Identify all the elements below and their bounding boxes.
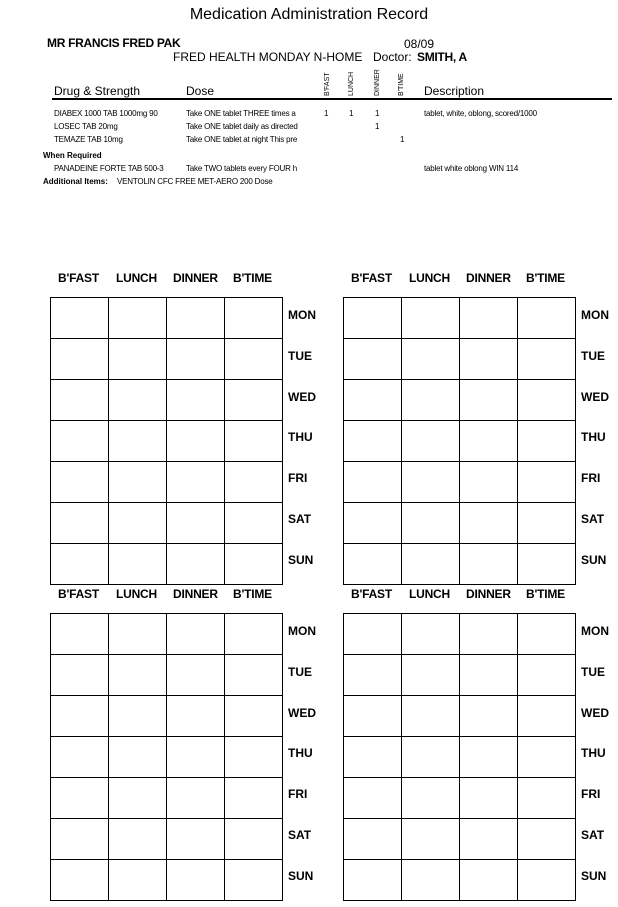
administration-cell[interactable] (51, 421, 109, 462)
administration-cell[interactable] (109, 737, 167, 778)
administration-cell[interactable] (518, 737, 576, 778)
administration-cell[interactable] (167, 614, 225, 655)
grid-row (344, 696, 576, 737)
grid-row (51, 380, 283, 421)
day-label: TUE (581, 664, 605, 679)
administration-cell[interactable] (344, 503, 402, 544)
grid-column-header: B'TIME (233, 271, 272, 285)
med-dose: Take ONE tablet daily as directed (186, 122, 298, 131)
administration-cell[interactable] (167, 860, 225, 901)
administration-cell[interactable] (402, 421, 460, 462)
administration-cell[interactable] (167, 421, 225, 462)
page-title: Medication Administration Record (189, 6, 429, 23)
day-label: FRI (581, 787, 601, 802)
grid-column-header: DINNER (466, 271, 511, 285)
administration-cell[interactable] (344, 778, 402, 819)
administration-cell[interactable] (109, 421, 167, 462)
grid-row (51, 339, 283, 380)
header-btime: B'TIME (398, 73, 405, 96)
grid-row (344, 503, 576, 544)
grid-row (51, 737, 283, 778)
administration-cell[interactable] (518, 339, 576, 380)
administration-cell[interactable] (51, 503, 109, 544)
administration-cell[interactable] (460, 819, 518, 860)
day-label: WED (581, 705, 609, 720)
day-label: THU (581, 430, 606, 445)
administration-cell[interactable] (460, 737, 518, 778)
administration-cell[interactable] (344, 614, 402, 655)
administration-cell[interactable] (344, 696, 402, 737)
administration-cell[interactable] (402, 778, 460, 819)
administration-cell[interactable] (51, 462, 109, 503)
administration-cell[interactable] (225, 860, 283, 901)
grid-column-header: LUNCH (116, 587, 157, 601)
administration-cell[interactable] (460, 655, 518, 696)
patient-name: MR FRANCIS FRED PAK (47, 36, 181, 50)
grid-row (51, 696, 283, 737)
administration-cell[interactable] (402, 339, 460, 380)
administration-cell[interactable] (518, 462, 576, 503)
administration-cell[interactable] (225, 614, 283, 655)
administration-cell[interactable] (344, 655, 402, 696)
med-drug: TEMAZE TAB 10mg (54, 135, 123, 144)
grid-row (344, 462, 576, 503)
administration-cell[interactable] (225, 819, 283, 860)
day-label: THU (581, 746, 606, 761)
administration-cell[interactable] (460, 778, 518, 819)
day-label: FRI (288, 787, 308, 802)
administration-cell[interactable] (167, 298, 225, 339)
administration-cell[interactable] (344, 860, 402, 901)
administration-cell[interactable] (344, 819, 402, 860)
administration-cell[interactable] (344, 462, 402, 503)
grid-row (344, 421, 576, 462)
day-label: MON (581, 624, 609, 638)
day-label: SUN (288, 552, 314, 567)
administration-cell[interactable] (51, 778, 109, 819)
day-label: SUN (288, 868, 314, 883)
administration-cell[interactable] (518, 503, 576, 544)
grid-column-header: B'TIME (526, 271, 565, 285)
administration-cell[interactable] (167, 737, 225, 778)
administration-cell[interactable] (109, 298, 167, 339)
administration-cell[interactable] (460, 503, 518, 544)
administration-cell[interactable] (344, 380, 402, 421)
administration-cell[interactable] (402, 298, 460, 339)
grid-row (344, 380, 576, 421)
administration-cell[interactable] (460, 860, 518, 901)
grid-row (51, 819, 283, 860)
grid-column-header: DINNER (173, 271, 218, 285)
administration-cell[interactable] (167, 544, 225, 585)
grid-row (344, 544, 576, 585)
administration-cell[interactable] (518, 696, 576, 737)
administration-cell[interactable] (51, 737, 109, 778)
grid-column-header: LUNCH (409, 587, 450, 601)
grid-column-header: LUNCH (409, 271, 450, 285)
day-label: SAT (581, 512, 605, 526)
med-dinner: 1 (375, 122, 380, 131)
administration-cell[interactable] (109, 655, 167, 696)
grid-column-header: B'FAST (351, 271, 392, 285)
grid-column-header: B'FAST (58, 587, 99, 601)
prn-drug: PANADEINE FORTE TAB 500-3 (54, 164, 164, 173)
administration-cell[interactable] (402, 655, 460, 696)
grid-row (51, 462, 283, 503)
prn-description: tablet white oblong WIN 114 (424, 164, 519, 173)
administration-cell[interactable] (518, 860, 576, 901)
administration-cell[interactable] (460, 544, 518, 585)
header-lunch: LUNCH (348, 71, 355, 96)
administration-cell[interactable] (460, 696, 518, 737)
administration-cell[interactable] (109, 860, 167, 901)
administration-cell[interactable] (51, 339, 109, 380)
header-divider (52, 98, 612, 100)
med-dinner: 1 (375, 109, 380, 118)
administration-cell[interactable] (167, 503, 225, 544)
med-lunch: 1 (349, 109, 354, 118)
administration-cell[interactable] (109, 544, 167, 585)
med-description: tablet, white, oblong, scored/1000 (424, 109, 537, 118)
administration-cell[interactable] (109, 696, 167, 737)
administration-cell[interactable] (225, 462, 283, 503)
administration-cell[interactable] (344, 737, 402, 778)
administration-cell[interactable] (225, 655, 283, 696)
grid-column-header: DINNER (173, 587, 218, 601)
administration-cell[interactable] (344, 298, 402, 339)
header-drug: Drug & Strength (54, 84, 141, 98)
administration-cell[interactable] (518, 421, 576, 462)
grid-row (51, 860, 283, 901)
administration-cell[interactable] (109, 462, 167, 503)
grid-row (51, 614, 283, 655)
administration-cell[interactable] (402, 737, 460, 778)
administration-cell[interactable] (109, 778, 167, 819)
administration-cell[interactable] (402, 860, 460, 901)
grid-column-header: B'TIME (233, 587, 272, 601)
administration-cell[interactable] (402, 544, 460, 585)
grid-column-header: DINNER (466, 587, 511, 601)
administration-cell[interactable] (460, 380, 518, 421)
administration-cell[interactable] (225, 380, 283, 421)
administration-cell[interactable] (167, 380, 225, 421)
day-label: TUE (581, 348, 605, 363)
administration-cell[interactable] (51, 655, 109, 696)
day-label: FRI (288, 471, 308, 486)
administration-cell[interactable] (167, 778, 225, 819)
additional-items-label: Additional Items: (43, 177, 108, 186)
administration-cell[interactable] (402, 462, 460, 503)
administration-cell[interactable] (51, 298, 109, 339)
day-label: MON (581, 308, 609, 322)
administration-cell[interactable] (518, 298, 576, 339)
day-label: WED (288, 389, 316, 404)
med-drug: DIABEX 1000 TAB 1000mg 90 (54, 109, 158, 118)
grid-row (344, 614, 576, 655)
administration-cell[interactable] (402, 819, 460, 860)
med-dose: Take ONE tablet at night This pre (186, 135, 298, 144)
administration-cell[interactable] (344, 544, 402, 585)
day-label: MON (288, 308, 316, 322)
administration-grid-bottom-right (343, 613, 576, 901)
administration-cell[interactable] (460, 421, 518, 462)
administration-grid-top-left (50, 297, 283, 585)
administration-cell[interactable] (51, 380, 109, 421)
administration-cell[interactable] (51, 819, 109, 860)
administration-cell[interactable] (225, 339, 283, 380)
day-label: SAT (288, 828, 312, 842)
header-dinner: DINNER (374, 69, 381, 96)
administration-cell[interactable] (518, 380, 576, 421)
day-label: THU (288, 746, 313, 761)
administration-cell[interactable] (460, 339, 518, 380)
med-btime: 1 (400, 135, 405, 144)
administration-grid-bottom-left (50, 613, 283, 901)
administration-cell[interactable] (225, 778, 283, 819)
grid-row (344, 298, 576, 339)
day-label: SUN (581, 868, 607, 883)
med-bfast: 1 (324, 109, 329, 118)
administration-cell[interactable] (225, 298, 283, 339)
administration-cell[interactable] (518, 819, 576, 860)
administration-grid-top-right (343, 297, 576, 585)
grid-column-header: B'FAST (58, 271, 99, 285)
grid-row (51, 655, 283, 696)
administration-cell[interactable] (109, 819, 167, 860)
administration-cell[interactable] (402, 696, 460, 737)
administration-cell[interactable] (167, 696, 225, 737)
header-dose: Dose (186, 84, 215, 98)
administration-cell[interactable] (167, 655, 225, 696)
administration-cell[interactable] (460, 298, 518, 339)
administration-cell[interactable] (402, 380, 460, 421)
grid-row (51, 421, 283, 462)
grid-row (344, 737, 576, 778)
administration-cell[interactable] (344, 339, 402, 380)
grid-row (344, 339, 576, 380)
additional-items: VENTOLIN CFC FREE MET-AERO 200 Dose (117, 177, 273, 186)
administration-cell[interactable] (460, 462, 518, 503)
header-bfast: B'FAST (324, 72, 331, 96)
administration-cell[interactable] (225, 503, 283, 544)
grid-row (51, 503, 283, 544)
administration-cell[interactable] (51, 696, 109, 737)
grid-column-header: B'FAST (351, 587, 392, 601)
med-dose: Take ONE tablet THREE times a (186, 109, 296, 118)
med-drug: LOSEC TAB 20mg (54, 122, 118, 131)
administration-cell[interactable] (225, 544, 283, 585)
administration-cell[interactable] (344, 421, 402, 462)
doctor-name: SMITH, A (417, 50, 467, 64)
record-date: 08/09 (404, 37, 435, 51)
grid-row (344, 778, 576, 819)
administration-cell[interactable] (402, 503, 460, 544)
administration-cell[interactable] (225, 696, 283, 737)
administration-cell[interactable] (402, 614, 460, 655)
grid-row (51, 298, 283, 339)
grid-row (344, 860, 576, 901)
administration-cell[interactable] (109, 614, 167, 655)
grid-row (344, 655, 576, 696)
grid-row (51, 544, 283, 585)
day-label: FRI (581, 471, 601, 486)
grid-row (344, 819, 576, 860)
day-label: TUE (288, 348, 312, 363)
day-label: SAT (288, 512, 312, 526)
day-label: SAT (581, 828, 605, 842)
prn-dose: Take TWO tablets every FOUR h (186, 164, 297, 173)
grid-column-header: B'TIME (526, 587, 565, 601)
day-label: WED (288, 705, 316, 720)
administration-cell[interactable] (460, 614, 518, 655)
day-label: THU (288, 430, 313, 445)
administration-cell[interactable] (109, 380, 167, 421)
when-required-label: When Required (43, 151, 102, 160)
day-label: WED (581, 389, 609, 404)
administration-cell[interactable] (225, 737, 283, 778)
header-description: Description (424, 84, 485, 98)
day-label: SUN (581, 552, 607, 567)
grid-row (51, 778, 283, 819)
administration-cell[interactable] (225, 421, 283, 462)
administration-cell[interactable] (51, 860, 109, 901)
administration-cell[interactable] (518, 544, 576, 585)
administration-cell[interactable] (518, 655, 576, 696)
facility-name: FRED HEALTH MONDAY N-HOME (173, 50, 363, 64)
administration-cell[interactable] (518, 778, 576, 819)
administration-cell[interactable] (109, 339, 167, 380)
administration-cell[interactable] (167, 819, 225, 860)
administration-cell[interactable] (167, 339, 225, 380)
administration-cell[interactable] (518, 614, 576, 655)
grid-column-header: LUNCH (116, 271, 157, 285)
administration-cell[interactable] (109, 503, 167, 544)
day-label: TUE (288, 664, 312, 679)
administration-cell[interactable] (51, 614, 109, 655)
day-label: MON (288, 624, 316, 638)
administration-cell[interactable] (167, 462, 225, 503)
doctor-label: Doctor: (373, 50, 412, 64)
administration-cell[interactable] (51, 544, 109, 585)
